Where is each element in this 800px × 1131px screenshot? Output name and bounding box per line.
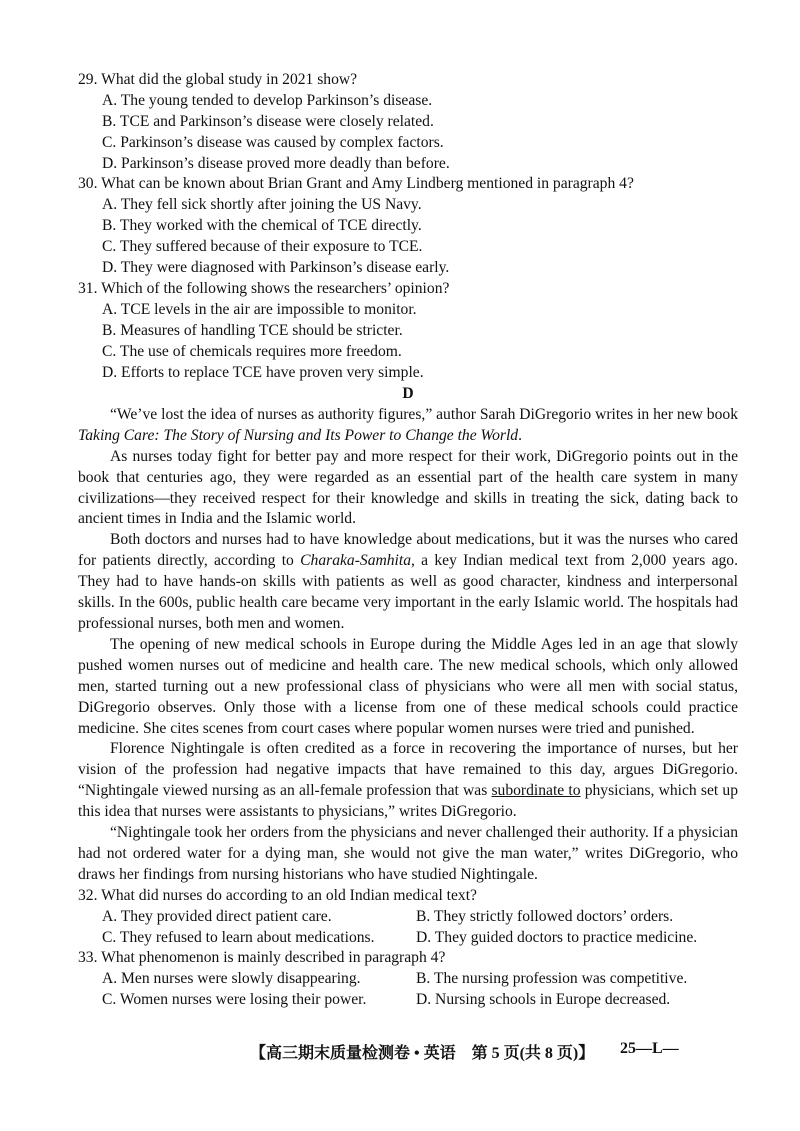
paragraph-text: physicians, which set up this idea that nurses were assistants to physicians,” writes DiGregorio.: [78, 782, 738, 821]
option-b: B. They strictly followed doctors’ orders.: [416, 907, 674, 925]
question-29: [78, 70, 738, 175]
options-row: [102, 907, 738, 928]
option-c: C. They refused to learn about medications.: [102, 928, 375, 946]
question-30: [78, 174, 738, 279]
paragraph-4: The opening of new medical schools in Europe during the Middle Ages led in an age that slowly pushed women nurses out of medicine and health care. The new medical schools, which only allowed men, started turning out a new professional class of physicians who were all men with social status, DiGregorio observes. Only those with a license from one of these medical schools could practice medicine. She cites scenes from court cases where popular women nurses were tried and punished.: [78, 635, 738, 737]
paragraph-text: , a key Indian medical text from 2,000 years ago. They had to have hands-on skills with patients as well as good character, kindness and interpersonal skills. In the 600s, public health care became very important in the early Islamic world. The hospitals had professional nurses, both men and women.: [78, 552, 738, 632]
options-row: [102, 928, 738, 949]
option-c: C. The use of chemicals requires more freedom.: [102, 342, 402, 360]
passage-d: [78, 384, 738, 1011]
option-a: A. They fell sick shortly after joining the US Navy.: [102, 195, 422, 213]
paragraph-5: [78, 739, 738, 823]
paragraph-text: .: [518, 426, 523, 444]
question-32: [78, 886, 738, 949]
footer-label: 【高三期末质量检测卷 • 英语 第 5 页(共 8 页)】: [250, 1045, 595, 1062]
paragraph-6: “Nightingale took her orders from the physicians and never challenged their authority. If a physician had not ordered water for a dying man, she would not give the man water,” writes DiGregorio, who draws her findings from nursing historians who have studied Nightingale.: [78, 824, 738, 883]
paragraph-2: As nurses today fight for better pay and more respect for their work, DiGregorio points out in the book that centuries ago, they were regarded as an essential part of the health care system in many civilizations—they received respect for their knowledge and skills in treating the sick, dating back to ancient times in India and the Islamic world.: [78, 447, 738, 528]
option-a: A. Men nurses were slowly disappearing.: [102, 970, 361, 988]
option-b: B. Measures of handling TCE should be stricter.: [102, 321, 403, 339]
options-row: [102, 990, 738, 1011]
book-title: Taking Care: The Story of Nursing and Its Power to Change the World: [78, 426, 519, 444]
paragraph-1: [78, 405, 738, 447]
paragraph-text: Florence Nightingale is often credited as a force in recovering the importance of nurses, but her vision of the profession had negative impacts that have remained to this day, argues DiGregorio. “Nightingale viewed nursing as an all-female profession that was: [78, 740, 738, 800]
option-b: B. They worked with the chemical of TCE directly.: [102, 216, 422, 234]
question-stem: 31. Which of the following shows the researchers’ opinion?: [78, 280, 450, 297]
question-33: [78, 948, 738, 1011]
paragraph-3: [78, 530, 738, 635]
option-a: A. TCE levels in the air are impossible to monitor.: [102, 300, 417, 318]
option-a: A. They provided direct patient care.: [102, 907, 332, 925]
footer-code: 25—L—: [620, 1040, 679, 1057]
option-d: D. Parkinson’s disease proved more deadly than before.: [102, 154, 450, 172]
options-row: [102, 969, 738, 990]
option-c: C. They suffered because of their exposure to TCE.: [102, 237, 423, 255]
option-d: D. Nursing schools in Europe decreased.: [416, 991, 671, 1009]
question-stem: 33. What phenomenon is mainly described in paragraph 4?: [78, 949, 446, 967]
question-stem: 29. What did the global study in 2021 show?: [78, 71, 358, 88]
page-footer: [250, 1040, 730, 1063]
text-title: Charaka-Samhita: [300, 552, 412, 570]
question-31: [78, 279, 738, 384]
paragraph-text: Both doctors and nurses had to have knowledge about medications, but it was the nurses who cared for patients directly, according to: [78, 531, 738, 570]
question-stem: 32. What did nurses do according to an old Indian medical text?: [78, 886, 477, 904]
option-d: D. Efforts to replace TCE have proven very simple.: [102, 363, 424, 381]
option-b: B. TCE and Parkinson’s disease were closely related.: [102, 112, 434, 130]
option-d: D. They guided doctors to practice medicine.: [416, 928, 698, 946]
option-c: C. Women nurses were losing their power.: [102, 991, 367, 1009]
option-c: C. Parkinson’s disease was caused by complex factors.: [102, 133, 444, 151]
question-stem: 30. What can be known about Brian Grant and Amy Lindberg mentioned in paragraph 4?: [78, 175, 634, 192]
option-a: A. The young tended to develop Parkinson’s disease.: [102, 91, 433, 109]
paragraph-text: “We’ve lost the idea of nurses as authority figures,” author Sarah DiGregorio writes in her new book: [110, 405, 738, 423]
option-b: B. The nursing profession was competitive.: [416, 970, 688, 988]
underlined-phrase: subordinate to: [491, 782, 581, 800]
section-heading: D: [402, 385, 414, 402]
option-d: D. They were diagnosed with Parkinson’s disease early.: [102, 258, 450, 276]
